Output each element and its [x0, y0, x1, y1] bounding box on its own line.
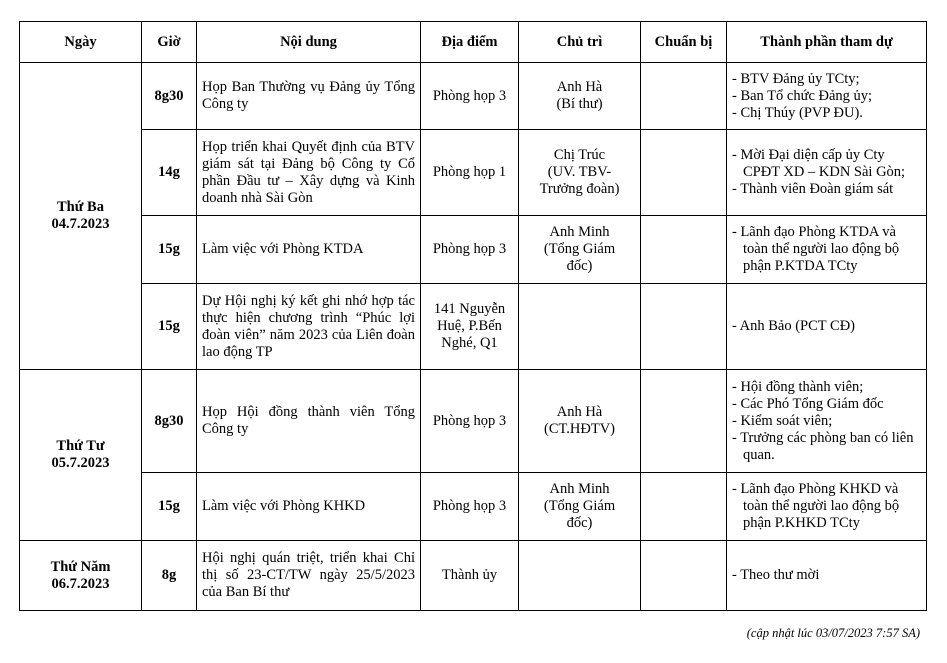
attendees-cell — [727, 370, 927, 473]
host-line: (CT.HĐTV) — [543, 421, 615, 437]
attendee-item: - BTV Đảng ủy TCty; — [732, 70, 860, 87]
place-line: 141 Nguyễn — [433, 301, 506, 317]
attendee-item: - Chị Thúy (PVP ĐU). — [732, 104, 863, 121]
host-line: (Tổng Giám — [543, 241, 616, 257]
attendee-item: - Anh Bảo (PCT CĐ) — [732, 318, 855, 334]
time-cell: 8g — [142, 541, 197, 611]
day-cell — [20, 370, 142, 541]
header-prep: Chuẩn bị — [641, 22, 727, 63]
host-line: đốc) — [566, 258, 593, 274]
host-line: Anh Hà — [556, 79, 603, 95]
place-line: Nghé, Q1 — [441, 335, 498, 351]
table-row — [20, 216, 927, 284]
day-date: 05.7.2023 — [51, 455, 110, 471]
host-line: đốc) — [566, 515, 593, 531]
prep-cell — [641, 130, 727, 216]
content-cell: Họp triển khai Quyết định của BTV giám sát tại Đảng bộ Công ty Cổ phần Đầu tư – Xây dựng và Kinh doanh nhà Sài Gòn — [197, 130, 421, 216]
attendees-cell — [727, 541, 927, 611]
time-cell: 15g — [142, 216, 197, 284]
header-content: Nội dung — [197, 22, 421, 63]
attendee-item: - Lãnh đạo Phòng KTDA và toàn thể người lao động bộ phận P.KTDA TCty — [732, 224, 900, 274]
header-attendees: Thành phần tham dự — [727, 22, 927, 63]
place-line: Phòng họp 3 — [432, 87, 507, 104]
place-line: Huệ, P.Bến — [437, 318, 502, 334]
time-cell: 15g — [142, 473, 197, 541]
header-host: Chủ trì — [519, 22, 641, 63]
host-cell — [519, 216, 641, 284]
host-line: Chị Trúc — [553, 147, 606, 163]
table-row — [20, 541, 927, 611]
header-place: Địa điểm — [421, 22, 519, 63]
prep-cell — [641, 370, 727, 473]
content-cell: Làm việc với Phòng KHKD — [197, 473, 421, 541]
attendees-cell — [727, 63, 927, 130]
host-cell — [519, 541, 641, 611]
content-cell: Làm việc với Phòng KTDA — [197, 216, 421, 284]
attendees-cell — [727, 284, 927, 370]
content-cell: Họp Ban Thường vụ Đảng ủy Tổng Công ty — [197, 63, 421, 130]
time-cell: 15g — [142, 284, 197, 370]
place-cell — [421, 216, 519, 284]
table-row — [20, 370, 927, 473]
host-cell — [519, 63, 641, 130]
host-line: Anh Hà — [556, 404, 603, 420]
attendee-item: - Kiểm soát viên; — [732, 412, 833, 429]
prep-cell — [641, 63, 727, 130]
day-name: Thứ Ba — [57, 199, 104, 215]
table-row — [20, 284, 927, 370]
table-row — [20, 473, 927, 541]
attendee-item: - Thành viên Đoàn giám sát — [732, 181, 894, 197]
place-line: Thành ủy — [441, 567, 498, 583]
prep-cell — [641, 473, 727, 541]
attendees-cell — [727, 216, 927, 284]
day-cell — [20, 63, 142, 370]
place-cell — [421, 473, 519, 541]
table-row — [20, 130, 927, 216]
host-line: Anh Minh — [549, 481, 610, 497]
content-cell: Hội nghị quán triệt, triển khai Chỉ thị số 23-CT/TW ngày 25/5/2023 của Ban Bí thư — [197, 541, 421, 611]
place-line: Phòng họp 3 — [432, 241, 507, 257]
content-cell: Dự Hội nghị ký kết ghi nhớ hợp tác thực hiện chương trình “Phúc lợi đoàn viên” năm 2023 của Liên đoàn lao động TP — [197, 284, 421, 370]
attendee-item: - Trưởng các phòng ban có liên quan. — [732, 429, 914, 463]
attendees-cell — [727, 130, 927, 216]
update-timestamp: (cập nhật lúc 03/07/2023 7:57 SA) — [746, 626, 920, 640]
host-cell — [519, 370, 641, 473]
attendee-item: - Hội đồng thành viên; — [732, 378, 864, 395]
attendee-item: - Theo thư mời — [732, 567, 820, 583]
day-date: 06.7.2023 — [51, 575, 110, 592]
time-cell: 14g — [142, 130, 197, 216]
prep-cell — [641, 284, 727, 370]
host-line: (UV. TBV- — [547, 164, 612, 180]
attendee-item: - Ban Tổ chức Đảng ủy; — [732, 87, 873, 104]
host-cell — [519, 473, 641, 541]
prep-cell — [641, 216, 727, 284]
attendee-item: - Mời Đại diện cấp ủy Cty CPĐT XD – KDN Sài Gòn; — [732, 147, 906, 180]
day-cell — [20, 541, 142, 611]
place-cell — [421, 370, 519, 473]
place-line: Phòng họp 3 — [432, 412, 507, 429]
header-time: Giờ — [142, 22, 197, 63]
prep-cell — [641, 541, 727, 611]
place-line: Phòng họp 3 — [432, 498, 507, 514]
content-cell: Họp Hội đồng thành viên Tổng Công ty — [197, 370, 421, 473]
time-cell: 8g30 — [142, 370, 197, 473]
host-line: Trưởng đoàn) — [539, 181, 620, 197]
place-cell — [421, 130, 519, 216]
place-cell — [421, 541, 519, 611]
time-cell: 8g30 — [142, 63, 197, 130]
header-day: Ngày — [20, 22, 142, 63]
attendee-item: - Lãnh đạo Phòng KHKD và toàn thể người lao động bộ phận P.KHKD TCty — [732, 481, 900, 531]
attendees-cell — [727, 473, 927, 541]
host-cell — [519, 284, 641, 370]
host-line: (Tổng Giám — [543, 498, 616, 514]
schedule-table — [19, 21, 927, 611]
day-name: Thứ Tư — [56, 438, 105, 454]
place-cell — [421, 284, 519, 370]
table-row — [20, 63, 927, 130]
attendee-item: - Các Phó Tổng Giám đốc — [732, 395, 884, 412]
header-row — [20, 22, 927, 63]
day-date: 04.7.2023 — [51, 216, 110, 232]
place-line: Phòng họp 1 — [432, 164, 507, 180]
place-cell — [421, 63, 519, 130]
day-name: Thứ Năm — [50, 558, 111, 575]
host-line: Anh Minh — [549, 224, 610, 240]
host-line: (Bí thư) — [556, 96, 603, 112]
host-cell — [519, 130, 641, 216]
